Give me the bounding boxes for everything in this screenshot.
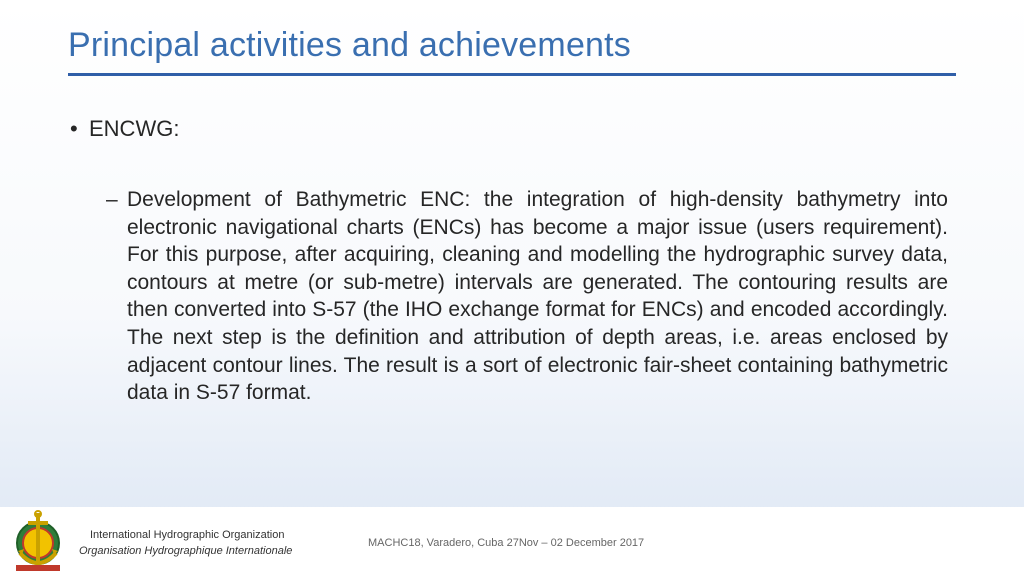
title-underline bbox=[68, 73, 956, 76]
bullet-marker: • bbox=[70, 116, 78, 141]
bullet-item bbox=[70, 116, 179, 142]
iho-anchor-logo-icon bbox=[10, 509, 66, 573]
page-title: Principal activities and achievements bbox=[68, 26, 632, 64]
org-name-english: International Hydrographic Organization bbox=[90, 529, 285, 541]
sub-bullet-item bbox=[106, 186, 948, 407]
event-label: MACHC18, Varadero, Cuba 27Nov – 02 December 2017 bbox=[368, 537, 645, 549]
org-name-french: Organisation Hydrographique Internationale bbox=[79, 545, 293, 557]
bullet-label: ENCWG: bbox=[89, 116, 180, 141]
sub-bullet-text: Development of Bathymetric ENC: the integration of high-density bathymetry into electronic navigational charts (ENCs) has become a major issue (users requirement). For this purpose, after acquiring, cleaning and modelling the hydrographic survey data, contours at metre (or sub-metre) intervals are generated. The contouring results are then converted into S-57 (the IHO exchange format for ENCs) and encoded accordingly. The next step is the definition and attribution of depth areas, i.e. areas enclosed by adjacent contour lines. The result is a sort of electronic fair-sheet containing bathymetric data in S-57 format. bbox=[127, 188, 948, 405]
sub-bullet-dash: – bbox=[106, 188, 118, 211]
